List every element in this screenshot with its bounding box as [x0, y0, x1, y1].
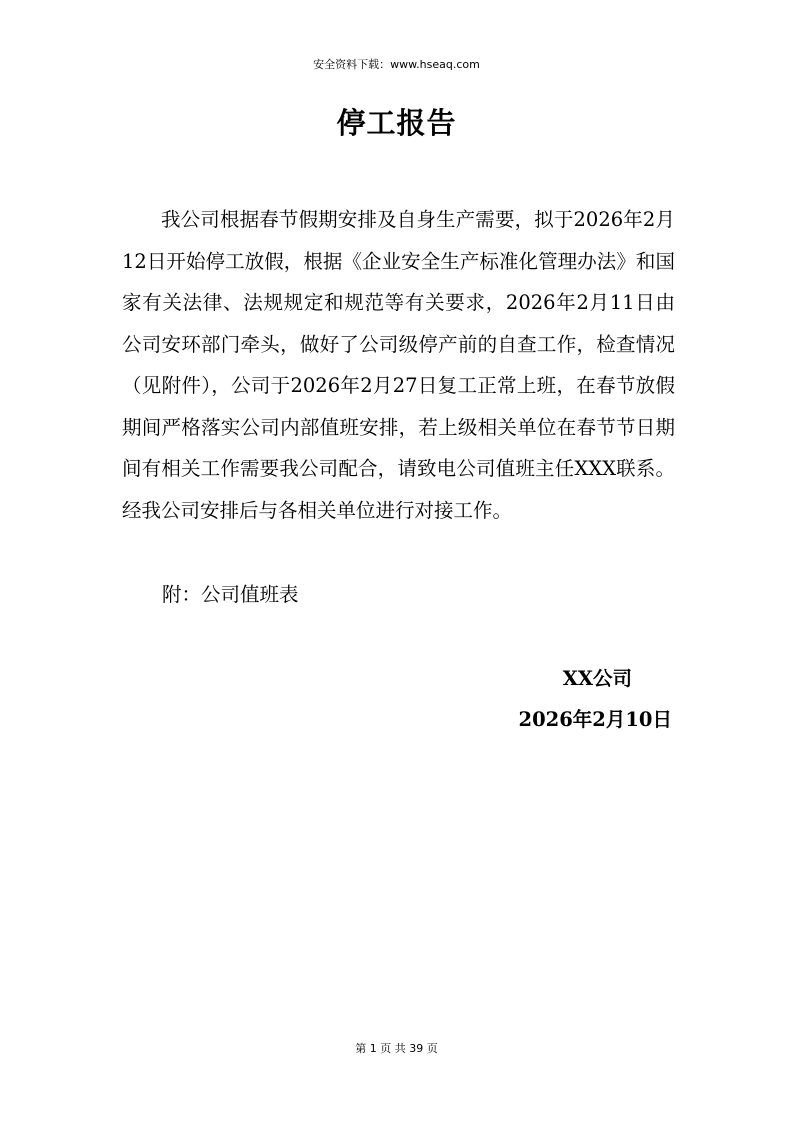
body-paragraph: 我公司根据春节假期安排及自身生产需要，拟于2026年2月12日开始停工放假，根据《企业安全生产标准化管理办法》和国家有关法律、法规规定和规范等有关要求，2026年2月11日由公司安环部门牵头，做好了公司级停产前的自查工作，检查情况（见附件），公司于2026年2月27日复工正常上班，在春节放假期间严格落实公司内部值班安排，若上级相关单位在春节节日期间有相关工作需要我公司配合，请致电公司值班主任XXX联系。经我公司安排后与各相关单位进行对接工作。 — [122, 208, 675, 522]
document-body — [122, 199, 675, 531]
page-footer: 第 1 页 共 39 页 — [355, 1042, 438, 1055]
signature-company: XX公司 — [562, 667, 632, 690]
signature-block — [519, 658, 672, 740]
signature-date: 2026年2月10日 — [518, 708, 672, 731]
document-title: 停工报告 — [336, 106, 457, 140]
attachment-note: 附：公司值班表 — [162, 583, 299, 606]
header-download-note: 安全资料下载：www.hseaq.com — [313, 58, 480, 71]
